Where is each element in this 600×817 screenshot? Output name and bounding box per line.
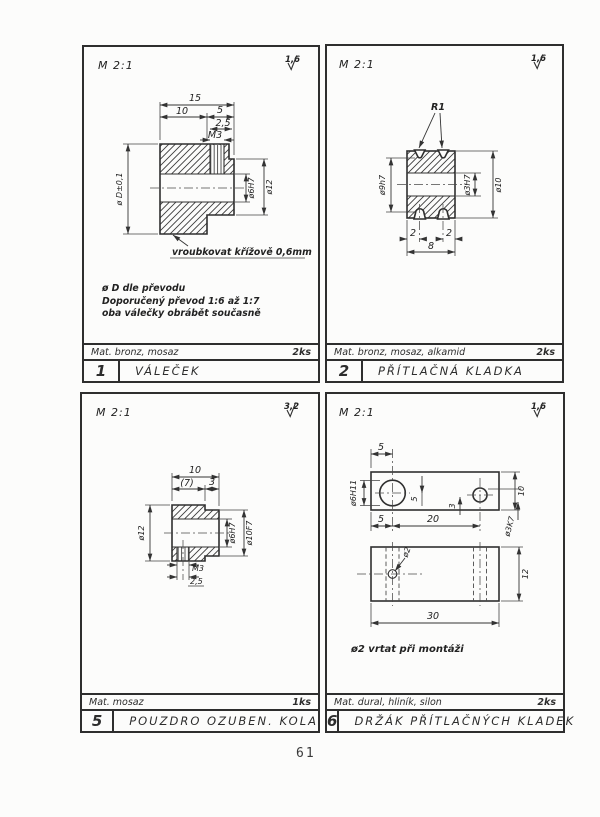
scale-label: M 2:1 (96, 406, 132, 419)
panel-valecek (82, 45, 320, 383)
material-text: Mat. dural, hliník, silon (334, 696, 442, 708)
dimensions (378, 102, 503, 256)
part-number: 6 (327, 712, 338, 730)
material-text: Mat. bronz, mosaz (91, 346, 179, 358)
surface-roughness-mark (284, 402, 299, 417)
material-text: Mat. bronz, mosaz, alkamid (334, 346, 466, 358)
material-row (82, 693, 318, 709)
material-row (327, 693, 563, 709)
dim-dia-step: ø10F7 (245, 520, 254, 546)
quantity-text: 2ks (537, 696, 556, 708)
quantity-text: 2ks (536, 346, 555, 358)
dim-dia-hole3: ø2 (400, 545, 413, 559)
dim-side-height: 12 (521, 568, 530, 580)
valecek-drawing (84, 47, 318, 343)
dim-dia-bore: ø6H7 (228, 522, 237, 544)
scale-label: M 2:1 (339, 406, 375, 419)
notes (101, 235, 312, 319)
dim-groove-right: 2 (445, 228, 453, 239)
part-name: VÁLEČEK (135, 364, 201, 378)
part-section-view (150, 144, 244, 234)
dimensions (137, 465, 254, 586)
dim-height: 10 (517, 485, 526, 497)
side-view (357, 542, 499, 606)
dim-thread-pos: 2,5 (190, 577, 203, 586)
quantity-text: 1ks (292, 696, 311, 708)
part-name: POUZDRO OZUBEN. KOLA (129, 714, 318, 728)
knurl-note: vroubkovat křížově 0,6mm (172, 247, 312, 258)
dim-dia-bore: ø3H7 (463, 174, 472, 196)
panel-pritlacna-kladka (325, 44, 564, 383)
svg-text:1,6: 1,6 (531, 402, 547, 412)
dim-hole2-y: 3 (448, 503, 457, 509)
svg-text:3,2: 3,2 (284, 402, 300, 412)
dim-thread: M3 (207, 130, 223, 141)
svg-text:1,6: 1,6 (531, 54, 547, 64)
dim-flange-length: (7) (180, 478, 194, 489)
dim-right-length: 5 (216, 105, 224, 116)
surface-roughness-mark (531, 402, 546, 417)
panel-drzak (325, 392, 576, 733)
dim-dia-groove: ø9h7 (378, 174, 387, 196)
notes (350, 643, 464, 655)
note-line2: Doporučený převod 1:6 až 1:7 (102, 296, 260, 307)
note-line3: oba válečky obrábět současně (102, 308, 261, 319)
dim-length: 30 (426, 611, 440, 622)
dim-dia-flange: ø12 (137, 525, 146, 541)
material-row (327, 343, 562, 359)
dim-thread: M3 (192, 564, 204, 573)
panel-pouzdro (80, 392, 320, 733)
dim-dia-outer: ø10 (494, 177, 503, 193)
title-row (327, 709, 576, 731)
material-row (84, 343, 318, 359)
title-row (327, 359, 562, 381)
dim-radius: R1 (431, 102, 445, 113)
pouzdro-drawing (82, 394, 318, 693)
dim-dia-body: ø D±0,1 (115, 172, 124, 206)
dim-hole1-y: 5 (410, 496, 419, 502)
dim-overall: 15 (188, 93, 202, 104)
surface-roughness-mark (285, 55, 300, 70)
scale-label: M 2:1 (339, 58, 375, 71)
scale-label: M 2:1 (98, 59, 134, 72)
assembly-note: ø2 vrtat při montáži (351, 644, 464, 655)
part-name: DRŽÁK PŘÍTLAČNÝCH KLADEK (354, 714, 576, 728)
dim-hole-offset: 2,5 (215, 118, 231, 129)
kladka-drawing (327, 46, 562, 343)
quantity-text: 2ks (292, 346, 311, 358)
dim-centers: 20 (426, 514, 440, 525)
note-line1: ø D dle převodu (102, 283, 186, 294)
part-number: 2 (327, 361, 363, 381)
drzak-drawing (327, 394, 563, 693)
dim-width: 8 (427, 241, 435, 252)
part-number: 1 (84, 361, 120, 381)
title-row (82, 709, 318, 731)
dim-step-length: 3 (208, 477, 216, 488)
dim-groove-left: 2 (409, 228, 417, 239)
dim-dia-bore: ø6H7 (247, 177, 256, 199)
surface-roughness-mark (531, 54, 546, 69)
part-number: 5 (82, 711, 114, 731)
svg-text:1,6: 1,6 (285, 55, 301, 65)
dim-dia-hole2: ø3K7 (502, 515, 517, 538)
dim-dia-step: ø12 (265, 179, 274, 195)
part-name: PŘÍTLAČNÁ KLADKA (378, 364, 524, 378)
dim-left-length: 10 (175, 106, 189, 117)
page-number: 61 (296, 746, 316, 761)
dim-hole1-x: 5 (377, 442, 385, 453)
dim-bottom-left: 5 (377, 514, 385, 525)
dim-dia-hole1: ø6H11 (349, 479, 358, 507)
title-row (84, 359, 318, 381)
dim-overall: 10 (188, 465, 202, 476)
dimensions (349, 442, 530, 627)
material-text: Mat. mosaz (89, 696, 144, 708)
